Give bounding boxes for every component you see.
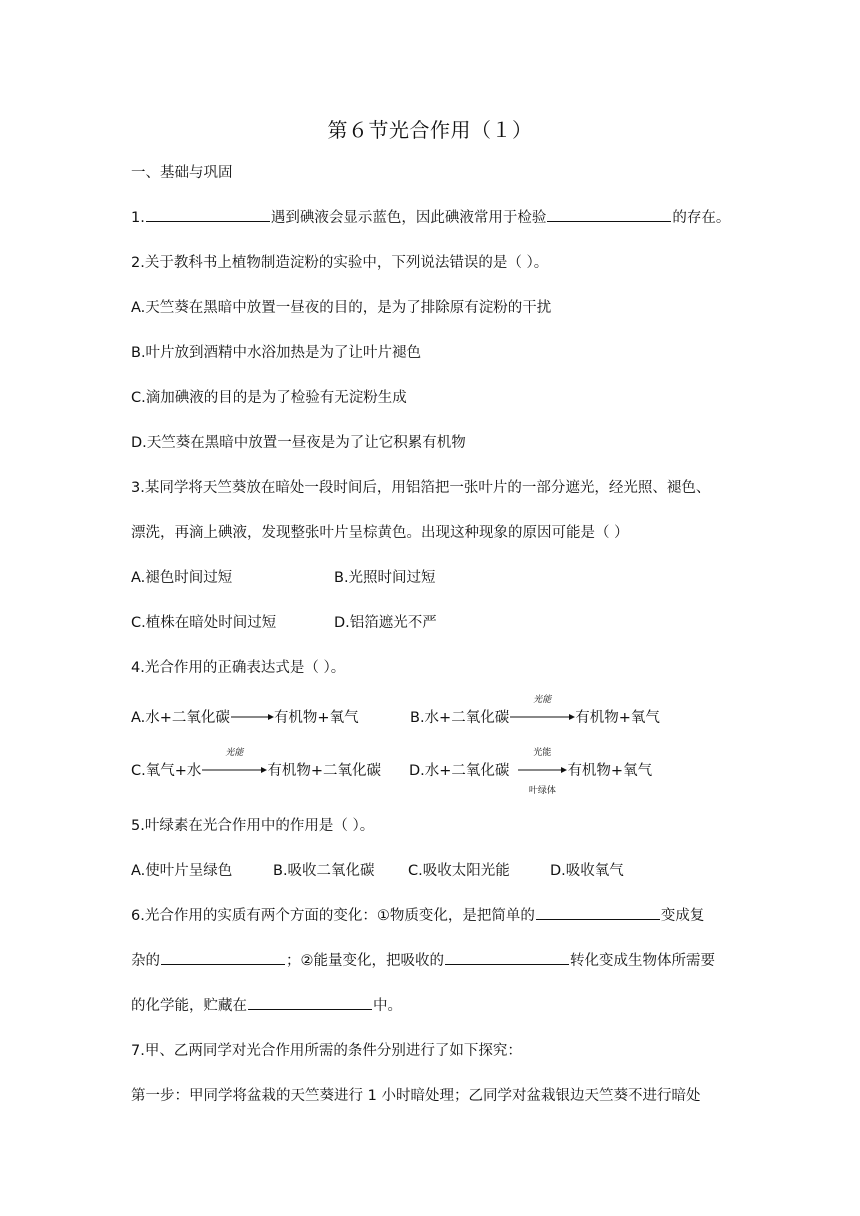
question-4-option-d [409,748,653,796]
question-1 [131,207,730,229]
q4-c-products: 有机物+二氧化碳 [267,763,382,779]
q4-d-arrow-label-bottom: 叶绿体 [528,786,556,796]
question-3-options-row-1 [131,567,436,589]
q6-text-5: 转化变成生物体所需要 [570,953,715,969]
q4-b-arrow-label: 光能 [533,695,552,705]
question-4-stem: 4.光合作用的正确表达式是（ ）。 [131,660,346,676]
question-3-options-row-2 [131,612,437,634]
q4-d-products: 有机物+氧气 [567,763,653,779]
q1-prefix: 1. [131,210,145,226]
question-2-stem: 2.关于教科书上植物制造淀粉的实验中，下列说法错误的是（ ）。 [131,255,549,271]
q6-text-2: 变成复 [660,908,705,924]
question-5-option-b: B.吸收二氧化碳 [273,863,375,879]
q1-mid: 遇到碘液会显示蓝色，因此碘液常用于检验 [270,210,547,226]
question-3-option-c: C.植株在暗处时间过短 [131,615,277,631]
question-3-option-b: B.光照时间过短 [334,570,436,586]
q6-blank-2[interactable] [161,950,285,965]
q1-blank-1[interactable] [146,207,270,222]
q4-a-products: 有机物+氧气 [273,710,359,726]
question-6-line-2 [131,950,715,972]
q4-c-reactants: C.氧气+水 [131,763,202,779]
q6-blank-3[interactable] [445,950,569,965]
q4-a-reactants: A.水+二氧化碳 [131,710,230,726]
q6-blank-1[interactable] [536,905,660,920]
question-2-option-b: B.叶片放到酒精中水浴加热是为了让叶片褪色 [131,345,422,361]
q6-text-1: 6.光合作用的实质有两个方面的变化：①物质变化，是把简单的 [131,908,535,924]
page-title: 第６节光合作用（１） [327,118,533,142]
reaction-arrow-icon [517,748,567,796]
question-3-stem-line-1: 3.某同学将天竺葵放在暗处一段时间后，用铝箔把一张叶片的一部分遮光，经光照、褪色、 [131,480,711,496]
question-2-option-c: C.滴加碘液的目的是为了检验有无淀粉生成 [131,390,407,406]
question-5-stem: 5.叶绿素在光合作用中的作用是（ ）。 [131,818,375,834]
question-4-option-c [131,748,382,782]
q4-b-products: 有机物+氧气 [575,710,660,726]
section-heading: 一、基础与巩固 [131,165,233,181]
q6-blank-4[interactable] [248,995,372,1010]
q1-suffix: 的存在。 [672,210,731,226]
q6-text-6: 的化学能，贮藏在 [131,998,247,1014]
q6-text-7: 中。 [373,998,402,1014]
q4-b-reactants: B.水+二氧化碳 [410,710,510,726]
question-5-options [131,860,624,882]
question-3-option-a: A.褪色时间过短 [131,570,233,586]
q4-d-reactants: D.水+二氧化碳 [409,763,510,779]
question-5-option-c: C.吸收太阳光能 [408,863,510,879]
question-2-option-a: A.天竺葵在黑暗中放置一昼夜的目的，是为了排除原有淀粉的干扰 [131,300,552,316]
q6-text-4: ；②能量变化，把吸收的 [286,953,444,969]
reaction-arrow-icon [509,695,575,729]
question-5-option-d: D.吸收氧气 [550,863,624,879]
reaction-arrow-icon [230,707,274,729]
question-3-option-d: D.铝箔遮光不严 [334,615,437,631]
q4-c-arrow-label: 光能 [225,748,244,758]
question-7-stem: 7.甲、乙两同学对光合作用所需的条件分别进行了如下探究： [131,1043,522,1059]
q4-d-arrow-label-top: 光能 [533,748,552,758]
q1-blank-2[interactable] [547,207,671,222]
question-7-step-1: 第一步：甲同学将盆栽的天竺葵进行 1 小时暗处理；乙同学对盆栽银边天竺葵不进行暗处 [131,1088,701,1104]
question-4-option-a [131,707,359,729]
question-3-stem-line-2: 漂洗，再滴上碘液，发现整张叶片呈棕黄色。出现这种现象的原因可能是（ ） [131,525,629,541]
question-5-option-a: A.使叶片呈绿色 [131,863,233,879]
reaction-arrow-icon [201,748,267,782]
question-4-option-b [410,695,660,729]
question-2-option-d: D.天竺葵在黑暗中放置一昼夜是为了让它积累有机物 [131,435,466,451]
question-6-line-3 [131,995,402,1017]
q6-text-3: 杂的 [131,953,160,969]
question-6-line-1 [131,905,704,927]
